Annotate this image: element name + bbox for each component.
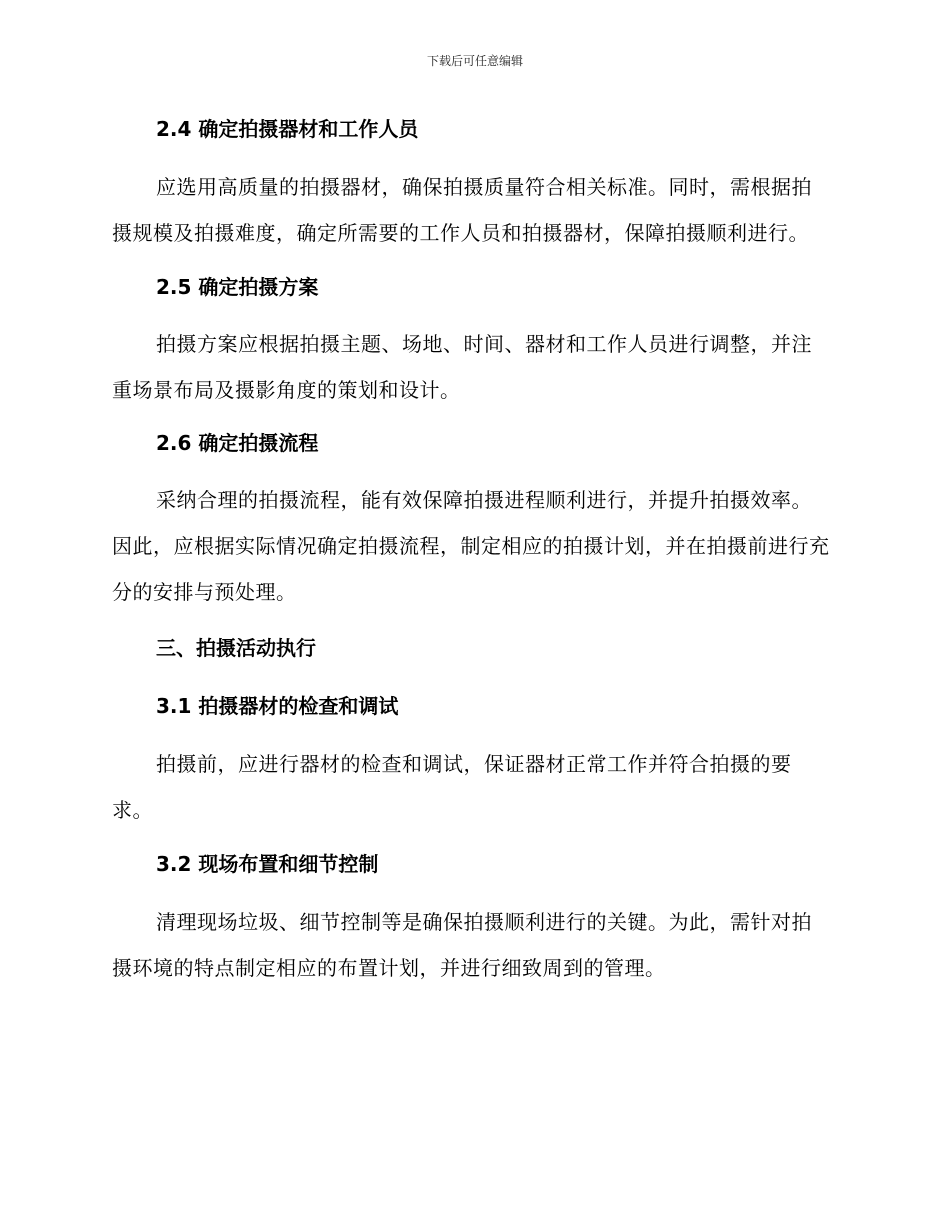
section-heading-2-6: 2.6 确定拍摄流程 (156, 431, 319, 455)
document-body (112, 112, 832, 991)
section-paragraph-3-1: 拍摄前，应进行器材的检查和调试，保证器材正常工作并符合拍摄的要求。 (112, 752, 792, 822)
page-header: 下载后可任意编辑 (426, 54, 523, 68)
section-heading-3-2: 3.2 现场布置和细节控制 (156, 852, 379, 876)
chapter-heading-3: 三、拍摄活动执行 (156, 636, 316, 660)
section-paragraph-2-6: 采纳合理的拍摄流程，能有效保障拍摄进程顺利进行，并提升拍摄效率。因此，应根据实际情况确定拍摄流程，制定相应的拍摄计划，并在拍摄前进行充分的安排与预处理。 (112, 488, 830, 604)
section-heading-2-4: 2.4 确定拍摄器材和工作人员 (156, 117, 419, 141)
section-paragraph-2-4: 应选用高质量的拍摄器材，确保拍摄质量符合相关标准。同时，需根据拍摄规模及拍摄难度，确定所需要的工作人员和拍摄器材，保障拍摄顺利进行。 (112, 175, 812, 245)
section-heading-2-5: 2.5 确定拍摄方案 (156, 275, 319, 299)
section-paragraph-2-5: 拍摄方案应根据拍摄主题、场地、时间、器材和工作人员进行调整，并注重场景布局及摄影角度的策划和设计。 (112, 332, 812, 402)
section-heading-3-1: 3.1 拍摄器材的检查和调试 (156, 694, 399, 718)
section-paragraph-3-2: 清理现场垃圾、细节控制等是确保拍摄顺利进行的关键。为此，需针对拍摄环境的特点制定相应的布置计划，并进行细致周到的管理。 (112, 910, 812, 980)
